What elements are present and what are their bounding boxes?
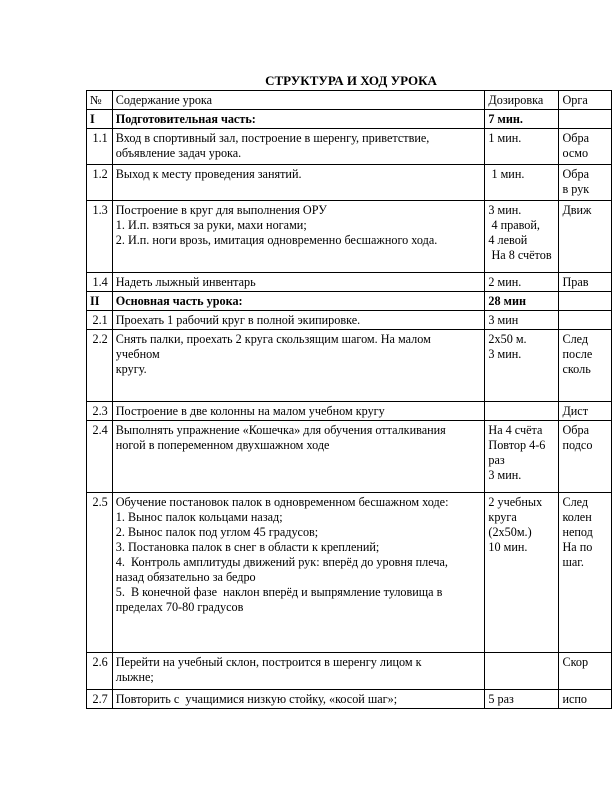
content-cell (112, 110, 485, 129)
dose-cell (485, 165, 559, 201)
dose-cell-line: 1 мин. (488, 167, 525, 181)
dose-cell-line: 7 мин. (488, 112, 523, 126)
org-cell-line: испо (562, 692, 588, 706)
dose-cell (485, 330, 559, 402)
content-cell-line: Снять палки, проехать 2 круга скользящим шагом. На малом (115, 332, 431, 346)
dose-cell (485, 493, 559, 653)
row-number: II (87, 292, 113, 311)
org-cell (559, 653, 612, 690)
table-row (87, 165, 612, 201)
table-row (87, 311, 612, 330)
org-cell (559, 421, 612, 493)
header-dose: Дозировка (485, 91, 559, 110)
content-cell-line: 2. И.п. ноги врозь, имитация одновременно бесшажного хода. (115, 233, 438, 247)
content-cell-line: ногой в попеременном двухшажном ходе (115, 438, 330, 452)
content-cell (112, 402, 485, 421)
content-cell-line: назад обязательно за бедро (115, 570, 256, 584)
org-cell (559, 402, 612, 421)
org-cell-line: колен (562, 510, 592, 524)
org-cell-line: Дист (562, 404, 589, 418)
org-cell-line: в рук (562, 182, 590, 196)
content-cell-line: 4. Контроль амплитуды движений рук: вперёд до уровня плеча, (115, 555, 448, 569)
content-cell-line: пределах 70-80 градусов (115, 600, 244, 614)
dose-cell (485, 402, 559, 421)
row-number: 2.2 (87, 330, 113, 402)
table-row (87, 421, 612, 493)
org-cell-line: после (562, 347, 593, 361)
dose-cell-line: 3 мин. (488, 468, 522, 482)
table-row (87, 201, 612, 273)
org-cell-line: осмо (562, 146, 589, 160)
org-cell (559, 311, 612, 330)
org-cell-line: Обра (562, 131, 589, 145)
dose-cell-line: 4 левой (488, 233, 528, 247)
table-row (87, 292, 612, 311)
table-body (87, 110, 612, 709)
content-cell-line: лыжне; (115, 670, 154, 684)
table-row (87, 110, 612, 129)
row-number: 2.5 (87, 493, 113, 653)
org-cell-line: На по (562, 540, 593, 554)
row-number: 2.3 (87, 402, 113, 421)
content-cell (112, 330, 485, 402)
org-cell-line: сколь (562, 362, 591, 376)
content-cell (112, 292, 485, 311)
dose-cell (485, 129, 559, 165)
content-cell-line: Построение в круг для выполнения ОРУ (115, 203, 327, 217)
content-cell-line: Проехать 1 рабочий круг в полной экипировке. (115, 313, 361, 327)
content-cell (112, 311, 485, 330)
dose-cell (485, 653, 559, 690)
table-row (87, 690, 612, 709)
row-number: 1.2 (87, 165, 113, 201)
dose-cell-line: Повтор 4-6 (488, 438, 546, 452)
dose-cell-line: 4 правой, (488, 218, 540, 232)
row-number: 2.6 (87, 653, 113, 690)
lesson-structure-table (86, 90, 612, 709)
dose-cell-line: 10 мин. (488, 540, 528, 554)
dose-cell-line: (2х50м.) (488, 525, 532, 539)
content-cell-line: Выполнять упражнение «Кошечка» для обучения отталкивания (115, 423, 446, 437)
dose-cell-line: 5 раз (488, 692, 514, 706)
org-cell (559, 690, 612, 709)
content-cell-line: Повторить с учащимися низкую стойку, «косой шаг»; (115, 692, 398, 706)
dose-cell-line: 2 учебных (488, 495, 543, 509)
org-cell-line: подсо (562, 438, 593, 452)
content-cell-line: Подготовительная часть: (115, 112, 256, 126)
dose-cell (485, 690, 559, 709)
table-row (87, 129, 612, 165)
table-row (87, 653, 612, 690)
dose-cell-line: 3 мин (488, 313, 519, 327)
table-row (87, 273, 612, 292)
org-cell (559, 129, 612, 165)
org-cell (559, 493, 612, 653)
dose-cell (485, 292, 559, 311)
dose-cell-line: 2 мин. (488, 275, 522, 289)
org-cell (559, 292, 612, 311)
table-row (87, 402, 612, 421)
org-cell (559, 330, 612, 402)
content-cell-line: Надеть лыжный инвентарь (115, 275, 256, 289)
row-number: 2.4 (87, 421, 113, 493)
content-cell (112, 690, 485, 709)
header-content: Содержание урока (112, 91, 485, 110)
content-cell-line: Вход в спортивный зал, построение в шеренгу, приветствие, (115, 131, 430, 145)
org-cell-line: Обра (562, 423, 589, 437)
dose-cell-line: 28 мин (488, 294, 526, 308)
org-cell-line: След (562, 332, 589, 346)
header-num: № (87, 91, 113, 110)
content-cell-line: 1. Вынос палок кольцами назад; (115, 510, 283, 524)
org-cell-line: Движ (562, 203, 592, 217)
org-cell (559, 273, 612, 292)
content-cell-line: Основная часть урока: (115, 294, 243, 308)
dose-cell (485, 311, 559, 330)
org-cell-line: непод (562, 525, 593, 539)
content-cell (112, 493, 485, 653)
content-cell (112, 273, 485, 292)
table-row (87, 493, 612, 653)
header-org: Орга (559, 91, 612, 110)
row-number: 2.1 (87, 311, 113, 330)
row-number: 1.1 (87, 129, 113, 165)
dose-cell (485, 421, 559, 493)
content-cell (112, 653, 485, 690)
dose-cell-line: На 4 счёта (488, 423, 543, 437)
content-cell (112, 129, 485, 165)
dose-cell (485, 273, 559, 292)
dose-cell-line: раз (488, 453, 505, 467)
dose-cell-line: На 8 счётов (488, 248, 552, 262)
content-cell-line: 1. И.п. взяться за руки, махи ногами; (115, 218, 307, 232)
content-cell (112, 201, 485, 273)
dose-cell-line: 1 мин. (488, 131, 522, 145)
org-cell (559, 201, 612, 273)
dose-cell (485, 110, 559, 129)
org-cell-line: шаг. (562, 555, 584, 569)
content-cell-line: Перейти на учебный склон, построится в шеренгу лицом к (115, 655, 422, 669)
dose-cell-line: 2х50 м. (488, 332, 527, 346)
row-number: 1.3 (87, 201, 113, 273)
content-cell-line: Обучение постановок палок в одновременном бесшажном ходе: (115, 495, 449, 509)
dose-cell-line: 3 мин. (488, 347, 522, 361)
org-cell (559, 165, 612, 201)
row-number: 1.4 (87, 273, 113, 292)
dose-cell-line: круга (488, 510, 517, 524)
content-cell-line: 3. Постановка палок в снег в области к креплений; (115, 540, 380, 554)
page-title: СТРУКТУРА И ХОД УРОКА (265, 73, 437, 88)
content-cell-line: объявление задач урока. (115, 146, 242, 160)
row-number: I (87, 110, 113, 129)
content-cell (112, 165, 485, 201)
org-cell-line: Скор (562, 655, 589, 669)
dose-cell (485, 201, 559, 273)
content-cell-line: Построение в две колонны на малом учебном кругу (115, 404, 385, 418)
org-cell-line: Прав (562, 275, 589, 289)
content-cell-line: Выход к месту проведения занятий. (115, 167, 302, 181)
content-cell-line: учебном (115, 347, 160, 361)
org-cell (559, 110, 612, 129)
content-cell-line: кругу. (115, 362, 147, 376)
org-cell-line: След (562, 495, 589, 509)
dose-cell-line: 3 мин. (488, 203, 522, 217)
content-cell (112, 421, 485, 493)
content-cell-line: 5. В конечной фазе наклон вперёд и выпрямление туловища в (115, 585, 443, 599)
table-header-row (87, 91, 612, 110)
table-row (87, 330, 612, 402)
org-cell-line: Обра (562, 167, 589, 181)
row-number: 2.7 (87, 690, 113, 709)
content-cell-line: 2. Вынос палок под углом 45 градусов; (115, 525, 319, 539)
